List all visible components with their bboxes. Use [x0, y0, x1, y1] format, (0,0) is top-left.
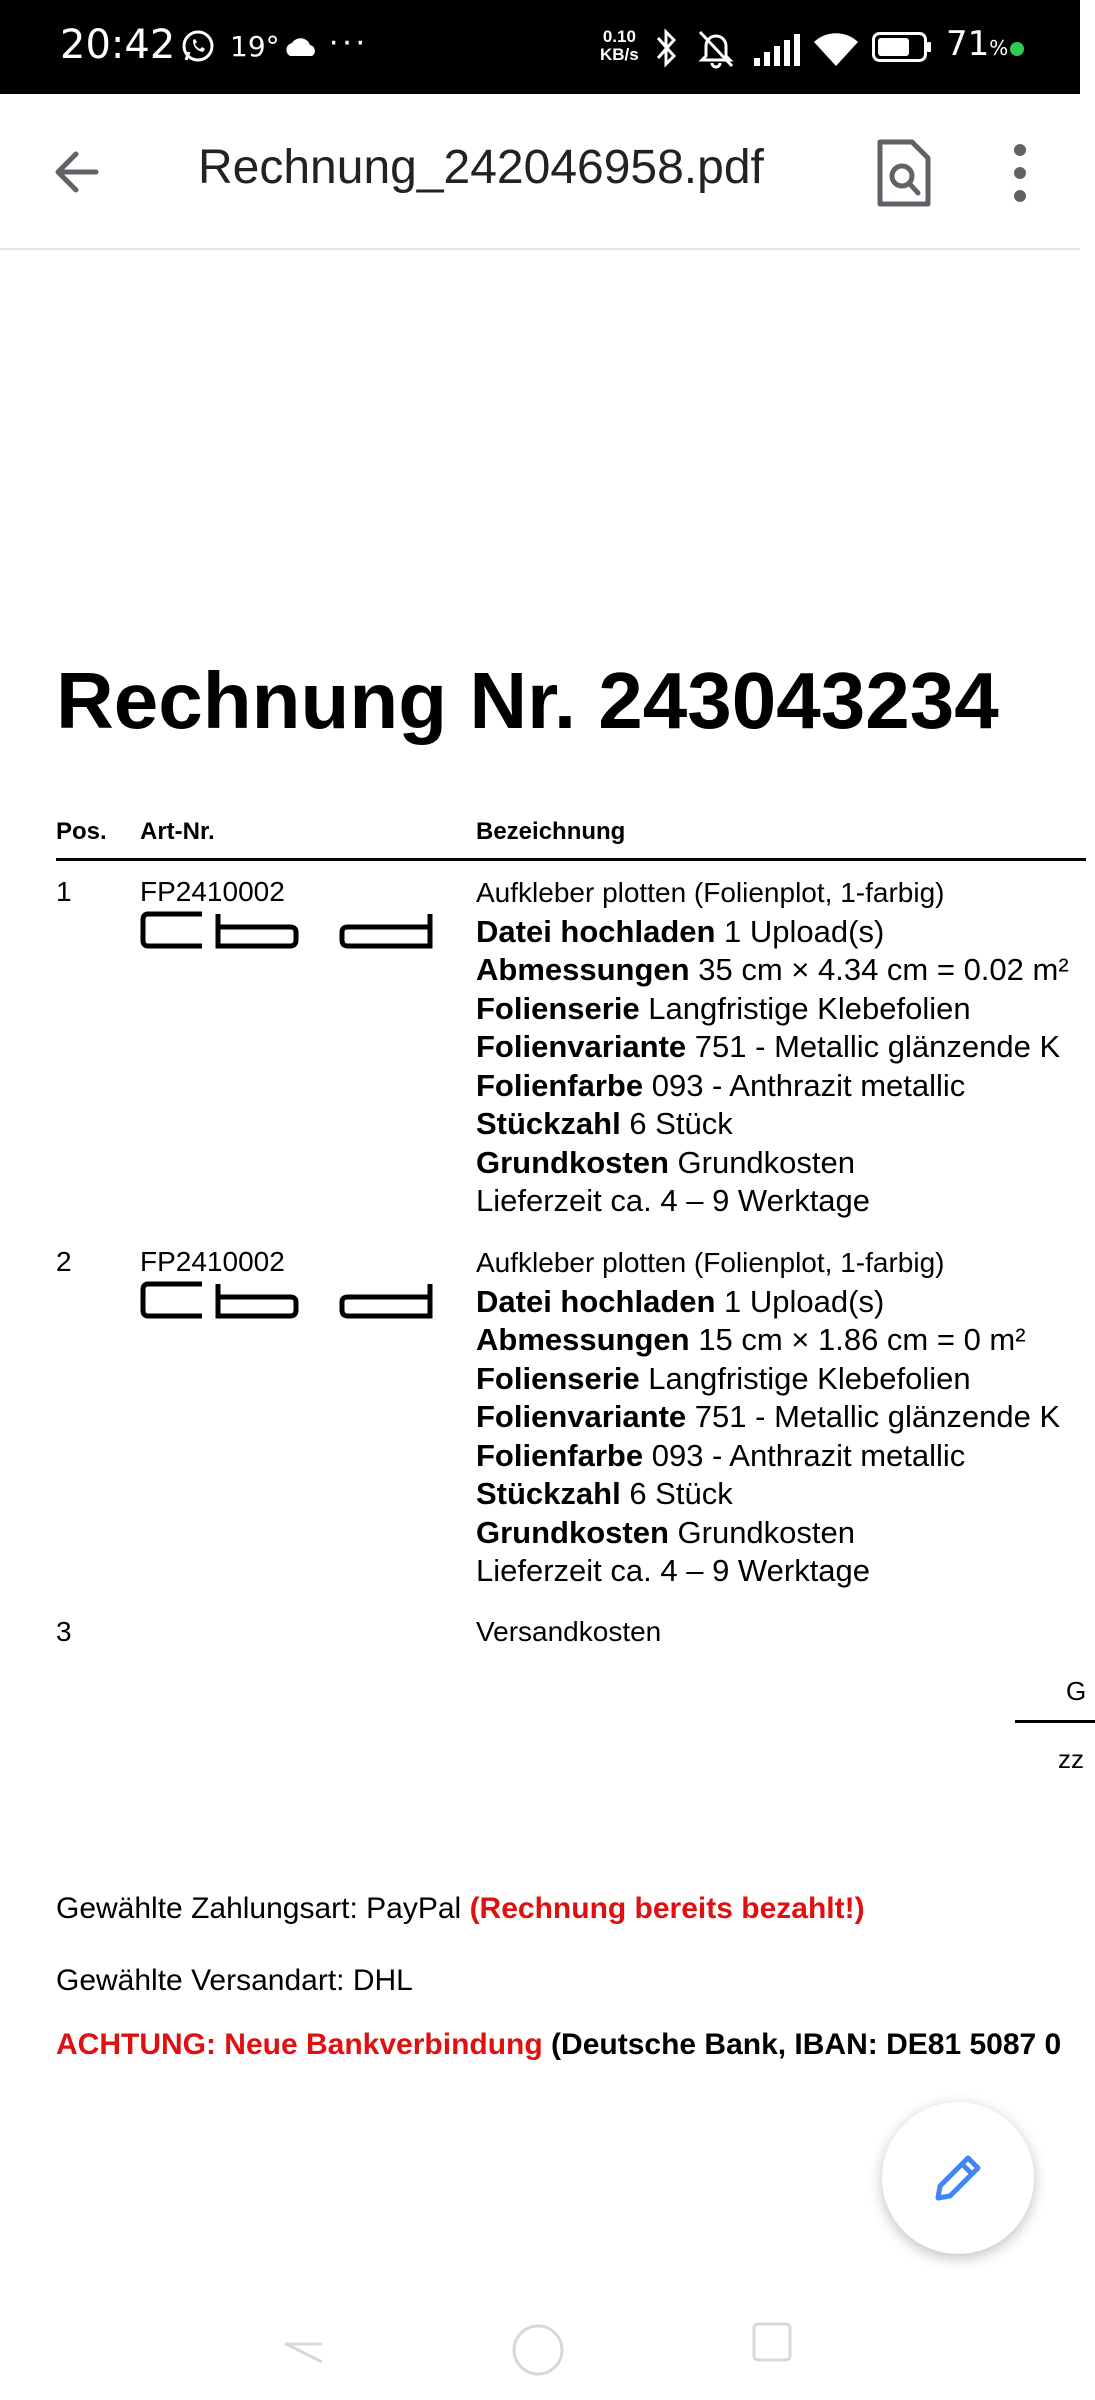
item-prop-value: 751 - Metallic glänzende K [686, 1399, 1061, 1434]
more-vert-icon[interactable] [990, 138, 1050, 208]
cbd-logo [140, 910, 440, 950]
item-prop [476, 1360, 1060, 1399]
battery-icon [872, 32, 932, 62]
item-prop [476, 1398, 1060, 1437]
muted-bell-icon [694, 28, 738, 68]
item-prop-value: Langfristige Klebefolien [639, 1360, 971, 1396]
item-prop-value: 35 cm × 4.34 cm = 0.02 m² [689, 952, 1069, 987]
item-prop-value: Grundkosten [668, 1514, 856, 1550]
column-header-art-nr: Art-Nr. [140, 818, 215, 845]
invoice-heading: Rechnung Nr. 243043234 [56, 656, 999, 745]
item-prop-label: Grundkosten [476, 1514, 669, 1550]
nav-home-icon[interactable] [508, 2320, 568, 2380]
payment-method [56, 1892, 865, 1926]
item-prop-label: Grundkosten [476, 1144, 669, 1180]
item-prop [476, 1514, 1060, 1553]
arrow-left-icon[interactable] [48, 142, 108, 202]
item-prop [476, 951, 1069, 990]
item-prop [476, 1283, 1060, 1322]
column-header-bezeichnung: Bezeichnung [476, 818, 626, 845]
privacy-indicator-dot [1010, 42, 1024, 56]
nav-recents-icon[interactable] [750, 2320, 794, 2364]
item-prop-value: Grundkosten [668, 1144, 856, 1180]
bank-warning-highlight: ACHTUNG: Neue Bankverbindung [56, 2028, 543, 2061]
cbd-logo [140, 1280, 440, 1320]
battery-percent-value: 71 [946, 24, 990, 64]
item-prop-value: 6 Stück [620, 1106, 733, 1141]
item-prop [476, 1321, 1060, 1360]
summary-fragment: zz [1058, 1744, 1084, 1774]
shipping-method: Gewählte Versandart: DHL [56, 1964, 413, 1997]
nav-back-icon[interactable] [282, 2322, 326, 2366]
shipping-pos: 3 [56, 1616, 72, 1647]
search-in-document-icon[interactable] [872, 138, 936, 208]
item-prop-value: 6 Stück [620, 1476, 733, 1511]
item-prop [476, 990, 1069, 1029]
payment-method-label: Gewählte Zahlungsart: PayPal [56, 1892, 470, 1925]
bluetooth-icon [652, 28, 682, 68]
navigation-bar [0, 2300, 1080, 2400]
item-prop-value: 15 cm × 1.86 cm = 0 m² [689, 1322, 1026, 1357]
item-prop-label: Folienvariante [476, 1399, 687, 1434]
network-speed-unit: KB/s [600, 45, 639, 64]
item-prop [476, 1475, 1060, 1514]
network-speed-value: 0.10 [602, 27, 636, 46]
item-title: Aufkleber plotten (Folienplot, 1-farbig) [476, 1247, 945, 1278]
item-delivery: Lieferzeit ca. 4 – 9 Werktage [476, 1183, 871, 1218]
item-description [476, 1244, 1060, 1591]
network-speed [600, 28, 639, 64]
item-prop [476, 1105, 1069, 1144]
item-pos: 2 [56, 1246, 72, 1277]
bank-warning [56, 2028, 1061, 2062]
whatsapp-icon [180, 28, 216, 64]
summary-rule [1015, 1720, 1095, 1723]
item-prop [476, 1144, 1069, 1183]
item-prop [476, 1028, 1069, 1067]
item-description [476, 874, 1069, 1221]
signal-icon [752, 32, 800, 66]
item-prop-label: Stückzahl [476, 1106, 621, 1141]
shipping-label: Versandkosten [476, 1616, 662, 1647]
item-prop-label: Folienvariante [476, 1029, 687, 1064]
more-notifications-icon: ··· [328, 22, 368, 60]
item-prop [476, 913, 1069, 952]
item-prop-label: Stückzahl [476, 1476, 621, 1511]
status-bar [0, 0, 1080, 94]
battery-percent [946, 24, 1008, 64]
pencil-edit-icon [928, 2148, 988, 2208]
item-prop-value: 093 - Anthrazit metallic [643, 1437, 966, 1473]
item-prop-value: 093 - Anthrazit metallic [643, 1067, 966, 1103]
item-prop-value: Langfristige Klebefolien [639, 990, 971, 1026]
app-bar [0, 94, 1080, 250]
item-prop-label: Datei hochladen [476, 1283, 716, 1319]
document-title: Rechnung_242046958.pdf [198, 141, 764, 194]
edit-button[interactable] [882, 2102, 1034, 2254]
wifi-icon [812, 30, 860, 68]
item-art-nr: FP2410002 [140, 1246, 285, 1277]
cloud-icon [282, 34, 320, 58]
column-header-pos: Pos. [56, 818, 107, 845]
item-art-nr: FP2410002 [140, 876, 285, 907]
item-prop-label: Datei hochladen [476, 913, 716, 949]
clock: 20:42 [60, 22, 176, 68]
pdf-page[interactable] [0, 250, 1087, 2330]
item-prop-label: Folienfarbe [476, 1067, 644, 1103]
item-prop-value: 1 Upload(s) [715, 1283, 885, 1319]
temperature: 19° [230, 30, 280, 63]
header-rule [56, 858, 1086, 861]
item-pos: 1 [56, 876, 72, 907]
battery-percent-unit: % [989, 36, 1009, 60]
item-prop-label: Folienserie [476, 990, 640, 1026]
item-prop-label: Abmessungen [476, 952, 690, 987]
item-prop-label: Abmessungen [476, 1322, 690, 1357]
payment-paid-note: (Rechnung bereits bezahlt!) [469, 1892, 865, 1925]
item-prop-label: Folienserie [476, 1360, 640, 1396]
bank-warning-details: (Deutsche Bank, IBAN: DE81 5087 0 [542, 2028, 1062, 2061]
item-delivery: Lieferzeit ca. 4 – 9 Werktage [476, 1553, 871, 1588]
item-prop [476, 1067, 1069, 1106]
item-prop-value: 1 Upload(s) [715, 913, 885, 949]
item-prop-label: Folienfarbe [476, 1437, 644, 1473]
summary-fragment: G [1066, 1676, 1087, 1706]
item-prop [476, 1437, 1060, 1476]
item-prop-value: 751 - Metallic glänzende K [686, 1029, 1061, 1064]
item-title: Aufkleber plotten (Folienplot, 1-farbig) [476, 877, 945, 908]
